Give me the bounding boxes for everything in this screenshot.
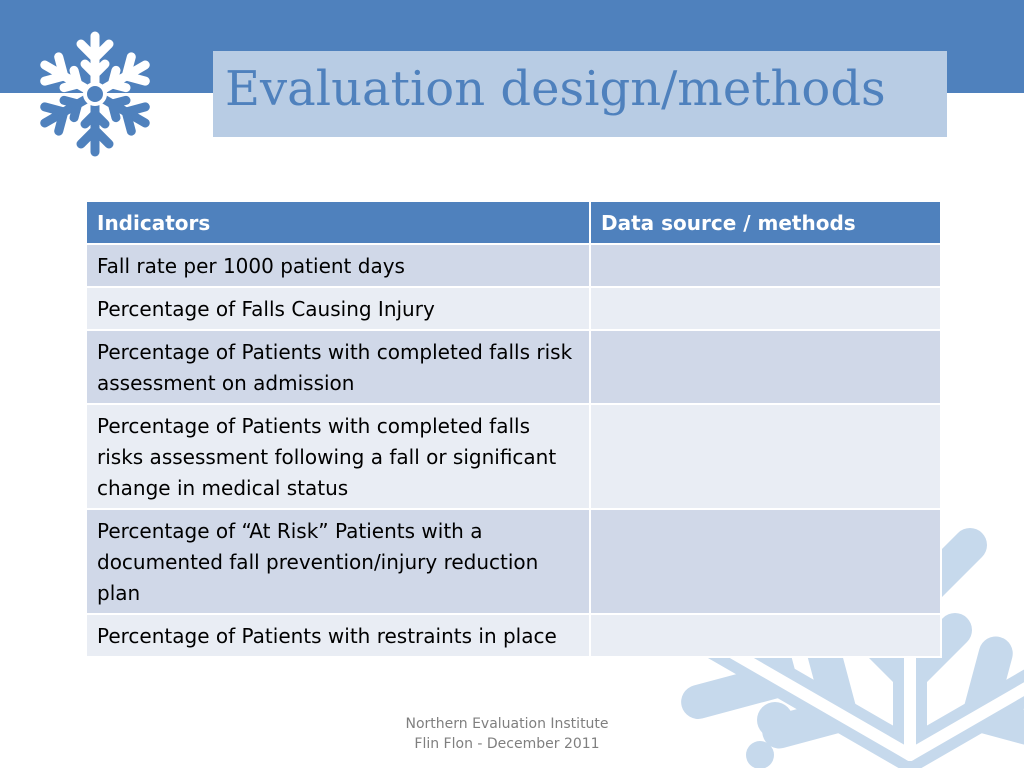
table-row	[86, 244, 941, 287]
data-source-cell	[590, 614, 941, 657]
indicator-cell: Percentage of Falls Causing Injury	[86, 287, 590, 330]
footer	[357, 714, 657, 754]
table-header-row	[86, 201, 941, 244]
indicators-table	[85, 200, 942, 658]
indicator-cell: Percentage of Patients with completed falls risk assessment on admission	[86, 330, 590, 404]
indicator-cell: Percentage of Patients with completed falls risks assessment following a fall or significant change in medical status	[86, 404, 590, 509]
table-row	[86, 614, 941, 657]
indicator-cell: Percentage of Patients with restraints in place	[86, 614, 590, 657]
table-row	[86, 404, 941, 509]
column-header-indicators: Indicators	[86, 201, 590, 244]
data-source-cell	[590, 244, 941, 287]
indicator-cell: Fall rate per 1000 patient days	[86, 244, 590, 287]
data-source-cell	[590, 287, 941, 330]
table-row	[86, 509, 941, 614]
title-box	[213, 51, 947, 137]
column-header-data-source: Data source / methods	[590, 201, 941, 244]
table-row	[86, 287, 941, 330]
indicator-cell: Percentage of “At Risk” Patients with a documented fall prevention/injury reduction plan	[86, 509, 590, 614]
data-source-cell	[590, 509, 941, 614]
footer-location-date: Flin Flon - December 2011	[414, 736, 600, 752]
data-source-cell	[590, 404, 941, 509]
data-source-cell	[590, 330, 941, 404]
footer-organization: Northern Evaluation Institute	[405, 716, 609, 732]
page-title: Evaluation design/methods	[225, 61, 886, 117]
snowflake-icon	[14, 28, 176, 160]
table-row	[86, 330, 941, 404]
